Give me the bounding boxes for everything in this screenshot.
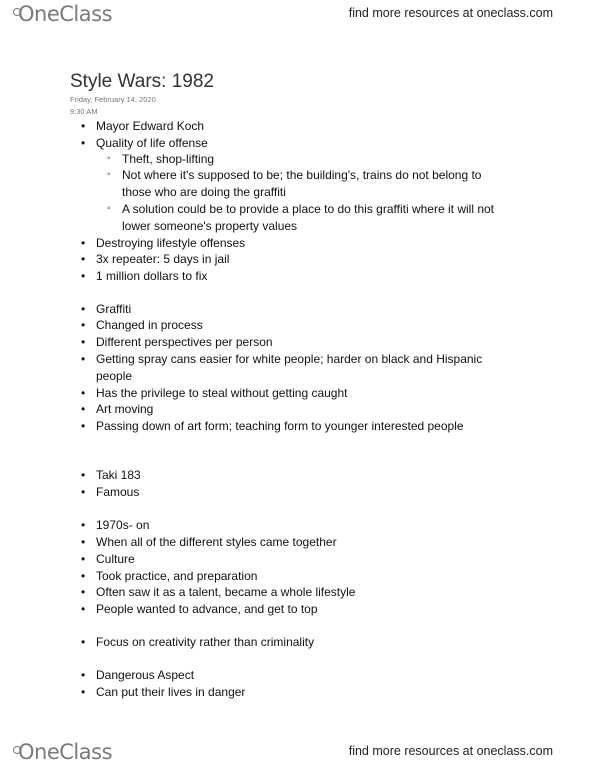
bullet-dot: • <box>81 318 86 332</box>
sub-bullet-circle: ◦ <box>107 169 111 180</box>
list-item: 3x repeater: 5 days in jail <box>96 252 230 266</box>
page-header <box>0 0 595 30</box>
bullet-dot: • <box>81 685 86 699</box>
bullet-dot: • <box>81 635 86 649</box>
note-title: Style Wars: 1982 <box>70 71 214 92</box>
bullet-dot: • <box>81 468 86 482</box>
bullet-dot: • <box>81 335 86 349</box>
bullet-dot: • <box>81 419 86 433</box>
oneclass-logo[interactable] <box>18 2 112 26</box>
find-resources-link[interactable]: find more resources at oneclass.com <box>348 6 553 20</box>
bullet-dot: • <box>81 252 86 266</box>
list-item: 1 million dollars to fix <box>96 269 208 283</box>
list-item: Often saw it as a talent, became a whole lifestyle <box>96 585 356 599</box>
list-item: Taki 183 <box>96 468 141 482</box>
list-item: Changed in process <box>96 318 203 332</box>
list-item: 1970s- on <box>96 518 150 532</box>
sub-list-item-continuation: those who are doing the graffiti <box>122 185 286 199</box>
logo-text: OneClass <box>18 2 113 26</box>
bullet-dot: • <box>81 668 86 682</box>
oneclass-logo[interactable] <box>18 740 112 764</box>
list-item: Different perspectives per person <box>96 335 273 349</box>
list-item: Art moving <box>96 402 154 416</box>
note-time: 9:30 AM <box>70 107 98 116</box>
page-footer <box>0 738 595 768</box>
bullet-dot: • <box>81 352 86 366</box>
bullet-dot: • <box>81 585 86 599</box>
list-item-continuation: people <box>96 369 133 383</box>
sub-list-item: Not where it's supposed to be; the building's, trains do not belong to <box>122 168 482 182</box>
list-item: Culture <box>96 552 135 566</box>
list-item: Can put their lives in danger <box>96 685 246 699</box>
list-item: Destroying lifestyle offenses <box>96 236 246 250</box>
bullet-dot: • <box>81 386 86 400</box>
bullet-dot: • <box>81 136 86 150</box>
list-item: Quality of life offense <box>96 136 208 150</box>
find-resources-link[interactable]: find more resources at oneclass.com <box>348 744 553 758</box>
note-date: Friday, February 14, 2020 <box>70 95 156 104</box>
list-item: Passing down of art form; teaching form to younger interested people <box>96 419 464 433</box>
list-item: Has the privilege to steal without getting caught <box>96 386 348 400</box>
list-item: People wanted to advance, and get to top <box>96 602 318 616</box>
logo-text: OneClass <box>18 740 113 764</box>
bullet-dot: • <box>81 485 86 499</box>
bullet-dot: • <box>81 302 86 316</box>
list-item: When all of the different styles came together <box>96 535 337 549</box>
bullet-dot: • <box>81 602 86 616</box>
sub-list-item: Theft, shop-lifting <box>122 152 215 166</box>
sub-list-item: A solution could be to provide a place to do this graffiti where it will not <box>122 202 494 216</box>
bullet-dot: • <box>81 269 86 283</box>
list-item: Mayor Edward Koch <box>96 119 205 133</box>
list-item: Getting spray cans easier for white people; harder on black and Hispanic <box>96 352 483 366</box>
list-item: Graffiti <box>96 302 132 316</box>
bullet-dot: • <box>81 518 86 532</box>
bullet-dot: • <box>81 119 86 133</box>
bullet-dot: • <box>81 569 86 583</box>
bullet-dot: • <box>81 535 86 549</box>
list-item: Famous <box>96 485 140 499</box>
sub-bullet-circle: ◦ <box>107 203 111 214</box>
list-item: Dangerous Aspect <box>96 668 195 682</box>
sub-bullet-circle: ◦ <box>107 153 111 164</box>
list-item: Focus on creativity rather than criminality <box>96 635 315 649</box>
sub-list-item-continuation: lower someone's property values <box>122 219 298 233</box>
bullet-dot: • <box>81 552 86 566</box>
list-item: Took practice, and preparation <box>96 569 258 583</box>
bullet-dot: • <box>81 236 86 250</box>
bullet-dot: • <box>81 402 86 416</box>
